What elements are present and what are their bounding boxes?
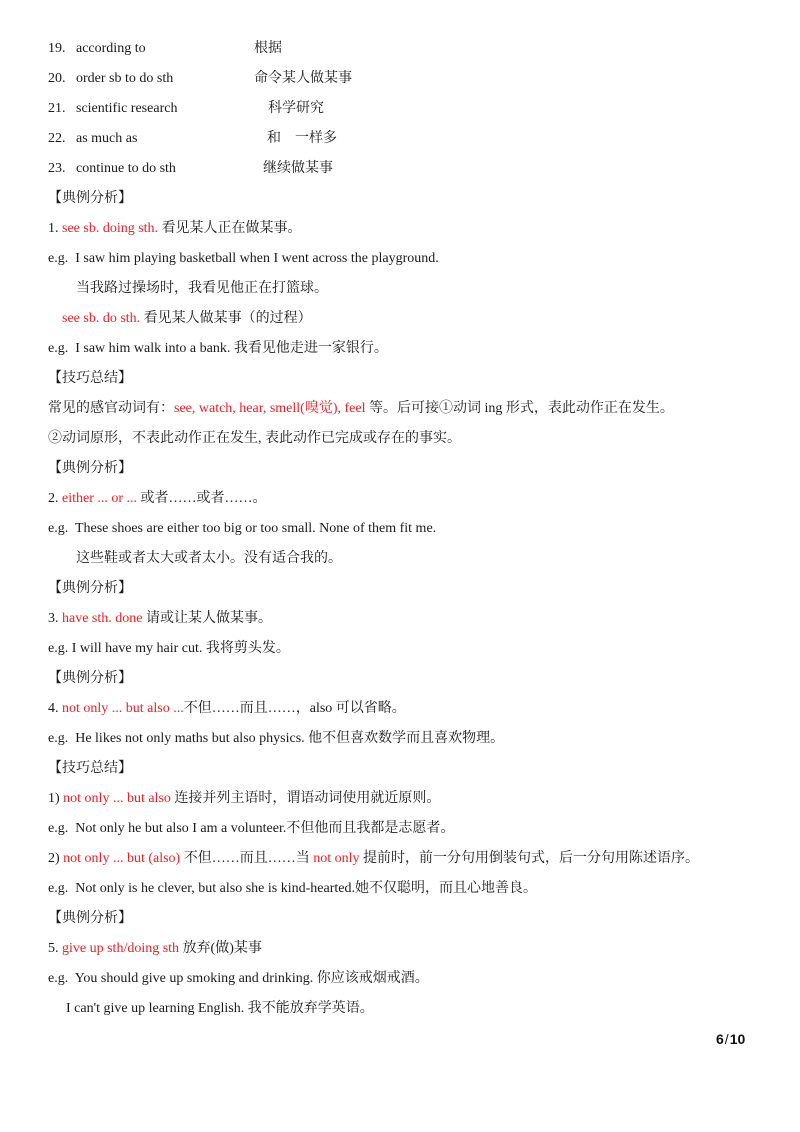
key-phrase: give up sth/doing sth xyxy=(62,941,180,956)
vocab-english: scientific research xyxy=(76,101,178,116)
page-total: 10 xyxy=(729,1031,746,1047)
vocab-number: 22. xyxy=(48,131,66,146)
key-phrase: see sb. do sth. xyxy=(62,311,141,326)
eg-text: Not only he but also I am a volunteer.不但他而且我都是志愿者。 xyxy=(75,821,455,836)
eg-label: e.g. xyxy=(48,251,69,266)
example-2-title xyxy=(48,490,267,508)
tip-suffix: 等。后可接①动词 ing 形式，表此动作正在发生。 xyxy=(365,401,674,416)
eg-text: I saw him playing basketball when I went across the playground. xyxy=(75,251,439,266)
example-sentence xyxy=(48,820,454,838)
example-sentence xyxy=(48,250,439,268)
item-number: 4. xyxy=(48,701,62,716)
vocab-chinese: 命令某人做某事 xyxy=(254,71,352,86)
vocab-number: 21. xyxy=(48,101,66,116)
item-number: 1) xyxy=(48,791,64,806)
eg-text: These shoes are either too big or too small. None of them fit me. xyxy=(74,521,437,536)
example-sentence xyxy=(48,520,436,538)
item-number: 2) xyxy=(48,851,64,866)
tip-text: ②动词原形，不表此动作正在发生, 表此动作已完成或存在的事实。 xyxy=(48,431,461,446)
example-4-title xyxy=(48,700,406,718)
tip-suffix: 提前时，前一分句用倒装句式，后一分句用陈述语序。 xyxy=(359,851,699,866)
key-phrase: see sb. doing sth. xyxy=(62,221,159,236)
key-phrase: not only ... but (also) xyxy=(63,851,181,866)
eg-label: e.g. xyxy=(48,971,69,986)
vocab-chinese: 根据 xyxy=(254,41,282,56)
example-5-title xyxy=(48,940,262,958)
phrase-meaning: 不但……而且……，also 可以省略。 xyxy=(183,701,406,716)
tip-text xyxy=(48,790,440,808)
phrase-meaning: 或者……或者……。 xyxy=(137,491,267,506)
section-heading: 【典例分析】 xyxy=(48,911,132,926)
example-sentence: I can't give up learning English. 我不能放弃学英语。 xyxy=(66,1001,374,1016)
example-sentence xyxy=(48,730,504,748)
section-heading: 【典例分析】 xyxy=(48,581,132,596)
section-heading: 【技巧总结】 xyxy=(48,371,132,386)
key-phrase: not only ... but also xyxy=(63,791,171,806)
example-sentence xyxy=(48,640,290,658)
example-1-title xyxy=(48,220,302,238)
eg-label: e.g. xyxy=(48,881,69,896)
key-phrase: see, watch, hear, smell(嗅觉), feel xyxy=(174,401,366,416)
phrase-meaning: 看见某人正在做某事。 xyxy=(158,221,302,236)
phrase-meaning: 放弃(做)某事 xyxy=(179,941,262,956)
item-number: 5. xyxy=(48,941,62,956)
vocab-english: according to xyxy=(76,41,146,56)
eg-label: e.g. xyxy=(48,821,69,836)
vocab-number: 23. xyxy=(48,161,66,176)
eg-text: Not only is he clever, but also she is kind-hearted.她不仅聪明，而且心地善良。 xyxy=(75,881,537,896)
vocab-english: as much as xyxy=(76,131,138,146)
vocab-english: continue to do sth xyxy=(76,161,176,176)
example-translation: 当我路过操场时，我看见他正在打篮球。 xyxy=(76,281,328,296)
example-translation: 这些鞋或者太大或者太小。没有适合我的。 xyxy=(76,551,342,566)
tip-text xyxy=(48,850,699,868)
tip-middle: 不但……而且……当 xyxy=(180,851,314,866)
key-phrase: not only xyxy=(313,851,360,866)
vocab-number: 20. xyxy=(48,71,66,86)
tip-text xyxy=(48,400,674,418)
key-phrase: have sth. done xyxy=(62,611,143,626)
section-heading: 【典例分析】 xyxy=(48,191,132,206)
key-phrase: either ... or ... xyxy=(62,491,138,506)
key-phrase: not only ... but also ... xyxy=(62,701,184,716)
item-number: 3. xyxy=(48,611,62,626)
example-3-title xyxy=(48,610,272,628)
eg-text: You should give up smoking and drinking. 你应该戒烟戒酒。 xyxy=(74,971,429,986)
page-separator: / xyxy=(724,1031,729,1047)
eg-label: e.g. xyxy=(48,641,69,656)
example-1-subtitle xyxy=(62,310,312,328)
page-number xyxy=(716,1031,745,1047)
vocab-chinese: 和 一样多 xyxy=(267,131,337,146)
section-heading: 【技巧总结】 xyxy=(48,761,132,776)
page-current: 6 xyxy=(716,1031,724,1047)
eg-label: e.g. xyxy=(48,521,69,536)
eg-label: e.g. xyxy=(48,731,69,746)
item-number: 1. xyxy=(48,221,62,236)
vocab-chinese: 科学研究 xyxy=(268,101,324,116)
vocab-chinese: 继续做某事 xyxy=(263,161,333,176)
eg-text: I saw him walk into a bank. 我看见他走进一家银行。 xyxy=(75,341,388,356)
eg-label: e.g. xyxy=(48,341,69,356)
phrase-meaning: 看见某人做某事（的过程） xyxy=(140,311,312,326)
tip-prefix: 常见的感官动词有： xyxy=(48,401,174,416)
section-heading: 【典例分析】 xyxy=(48,671,132,686)
vocab-english: order sb to do sth xyxy=(76,71,174,86)
example-sentence xyxy=(48,340,388,358)
eg-text: I will have my hair cut. 我将剪头发。 xyxy=(71,641,290,656)
tip-suffix: 连接并列主语时，谓语动词使用就近原则。 xyxy=(170,791,441,806)
example-sentence xyxy=(48,880,537,898)
section-heading: 【典例分析】 xyxy=(48,461,132,476)
eg-text: He likes not only maths but also physics. 他不但喜欢数学而且喜欢物理。 xyxy=(75,731,505,746)
example-sentence xyxy=(48,970,429,988)
vocab-number: 19. xyxy=(48,41,66,56)
item-number: 2. xyxy=(48,491,62,506)
phrase-meaning: 请或让某人做某事。 xyxy=(142,611,272,626)
